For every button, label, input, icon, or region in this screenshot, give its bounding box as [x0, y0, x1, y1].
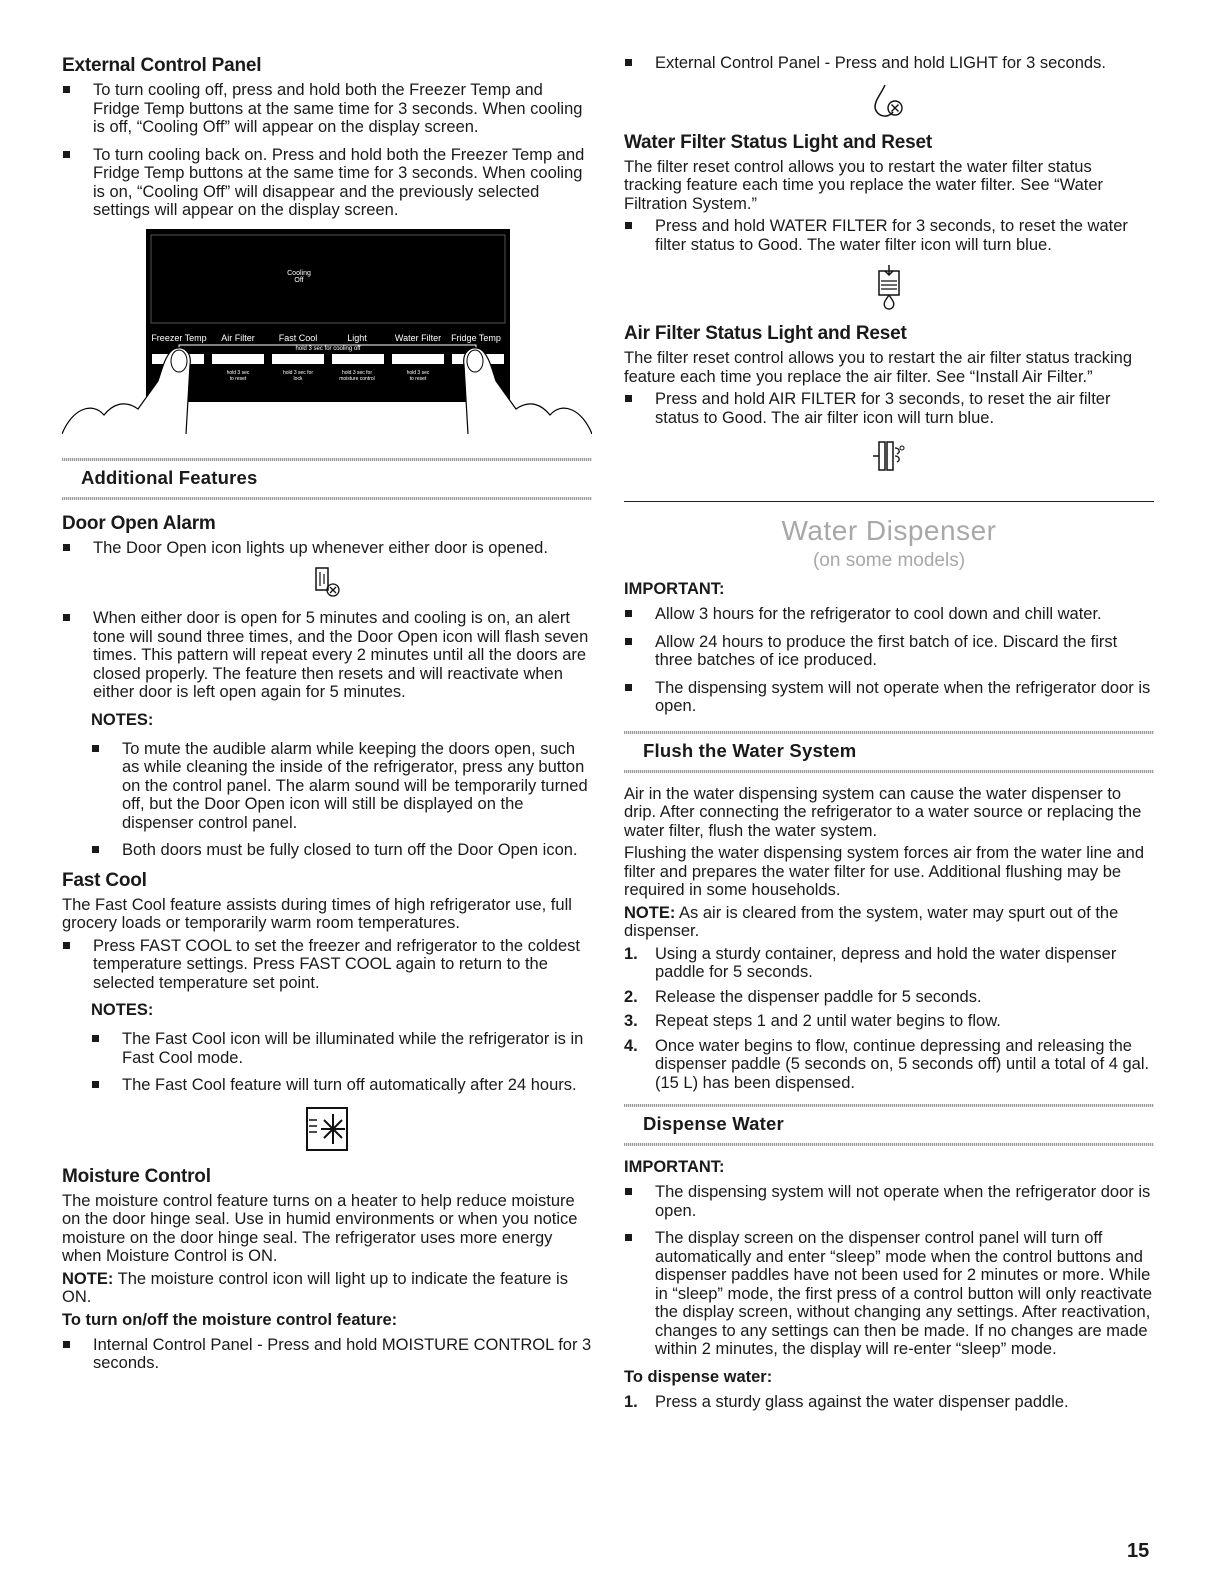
- water-dispenser-title: Water Dispenser: [781, 515, 997, 546]
- paragraph: Flushing the water dispensing system forces air from the water line and filter and prepares the water filter for use. Additional flushing may be required in some households.: [624, 844, 1144, 899]
- paragraph: The filter reset control allows you to restart the water filter status tracking feature each time you replace the water filter. See “Water Filtration System.”: [624, 157, 1104, 213]
- important-label: IMPORTANT:: [624, 1158, 725, 1176]
- cooling-off-bracket-note: hold 3 sec for cooling off: [295, 345, 361, 352]
- section-heading-door-open-alarm: Door Open Alarm: [62, 512, 216, 534]
- list-item: When either door is open for 5 minutes and cooling is on, an alert tone will sound three times, and the Door Open icon will flash seven times. This pattern will repeat every 2 minutes until all the doors are closed properly. The feature then resets and will reactivate when either door is left open again for 5 minutes.: [62, 609, 592, 702]
- note-label: NOTE:: [624, 903, 676, 922]
- list-item: To turn cooling off, press and hold both the Freezer Temp and Fridge Temp buttons at the same time for 3 seconds. When cooling is off, “Cooling Off” will appear on the display screen.: [62, 81, 592, 137]
- left-column: [62, 54, 592, 1382]
- svg-text:to reset: to reset: [229, 375, 247, 382]
- note-text: The moisture control icon will light up to indicate the feature is ON.: [62, 1269, 568, 1306]
- control-panel-illustration: [62, 229, 592, 444]
- list-item: To mute the audible alarm while keeping the doors open, such as while cleaning the inside of the refrigerator, press any button on the control panel. The alarm sound will be temporarily turned off, but the Door Open icon will still be displayed on the dispenser control panel.: [91, 740, 592, 833]
- section-heading-moisture-control: Moisture Control: [62, 1165, 211, 1187]
- band-dispense-water: [624, 1098, 1154, 1152]
- flush-steps: [624, 945, 1154, 1093]
- door-open-icon: [312, 566, 342, 598]
- display-cooling-text: Cooling: [287, 269, 311, 277]
- list-item: The dispensing system will not operate when the refrigerator door is open.: [624, 679, 1154, 716]
- list-item: External Control Panel - Press and hold LIGHT for 3 seconds.: [624, 54, 1154, 73]
- list-item: Press FAST COOL to set the freezer and refrigerator to the coldest temperature settings. Press FAST COOL again to return to the selected temperature set point.: [62, 937, 592, 993]
- svg-text:moisture control: moisture control: [339, 375, 375, 382]
- svg-text:hold 3 sec for: hold 3 sec for: [282, 369, 314, 376]
- band-flush-water-system: [624, 725, 1154, 779]
- water-filter-icon: [873, 263, 905, 311]
- section-heading-water-filter: Water Filter Status Light and Reset: [624, 131, 932, 153]
- list-item: Press and hold AIR FILTER for 3 seconds, to reset the air filter status to Good. The air filter icon will turn blue.: [624, 390, 1154, 427]
- list-item: 1. Using a sturdy container, depress and hold the water dispenser paddle for 5 seconds.: [624, 944, 1117, 981]
- band-title: Additional Features: [81, 466, 258, 488]
- list-item: The dispensing system will not operate when the refrigerator door is open.: [624, 1183, 1154, 1220]
- list-item: Both doors must be fully closed to turn off the Door Open icon.: [91, 841, 592, 860]
- list-item: 1. Press a sturdy glass against the water dispenser paddle.: [624, 1392, 1069, 1411]
- section-heading-external-control-panel: External Control Panel: [62, 55, 262, 76]
- svg-text:hold 3 sec for: hold 3 sec for: [341, 369, 373, 376]
- list-item: 3. Repeat steps 1 and 2 until water begins to flow.: [624, 1012, 1001, 1030]
- list-item: To turn cooling back on. Press and hold both the Freezer Temp and Fridge Temp buttons at the same time for 3 seconds. When cooling is on, “Cooling Off” will disappear and the previously selected settings will appear on the display screen.: [62, 146, 592, 220]
- note-label: NOTE:: [62, 1269, 114, 1288]
- button-label-fridge-temp: Fridge Temp: [451, 332, 501, 343]
- button-label-light: Light: [347, 332, 367, 343]
- button-label-fast-cool: Fast Cool: [278, 332, 318, 343]
- list-item: Allow 3 hours for the refrigerator to cool down and chill water.: [624, 605, 1154, 624]
- paragraph: The filter reset control allows you to restart the air filter status tracking feature each time you replace the air filter. See “Install Air Filter.”: [624, 349, 1133, 386]
- svg-text:hold 3 sec: hold 3 sec: [226, 369, 250, 376]
- list-item: The Fast Cool feature will turn off automatically after 24 hours.: [91, 1076, 592, 1095]
- list-item: Press and hold WATER FILTER for 3 seconds, to reset the water filter status to Good. The water filter icon will turn blue.: [624, 217, 1154, 254]
- button-label-air-filter: Air Filter: [221, 332, 255, 343]
- notes-label: NOTES:: [91, 1001, 154, 1019]
- paragraph: The Fast Cool feature assists during times of high refrigerator use, full grocery loads or temporarily warm room temperatures.: [62, 895, 572, 932]
- air-filter-icon: [869, 436, 909, 476]
- list-item: The Door Open icon lights up whenever either door is opened.: [62, 539, 592, 558]
- band-title: Dispense Water: [643, 1113, 784, 1134]
- list-item: 4. Once water begins to flow, continue depressing and releasing the dispenser paddle (5 seconds on, 5 seconds off) until a total of 4 gal. (15 L) has been dispensed.: [624, 1036, 1150, 1092]
- list-item: Allow 24 hours to produce the first batch of ice. Discard the first three batches of ice produced.: [624, 633, 1154, 670]
- divider: [624, 501, 1154, 502]
- band-additional-features: [62, 452, 592, 506]
- sub-heading: To dispense water:: [624, 1367, 773, 1386]
- right-column: [624, 54, 1154, 1417]
- fast-cool-icon: [303, 1104, 351, 1154]
- page-number: 15: [1127, 1540, 1150, 1562]
- display-off-text: Off: [294, 276, 304, 284]
- band-title: Flush the Water System: [643, 739, 857, 761]
- svg-text:to reset: to reset: [409, 375, 427, 382]
- sub-heading: To turn on/off the moisture control feature:: [62, 1310, 398, 1329]
- paragraph: The moisture control feature turns on a heater to help reduce moisture on the door hinge seal. Use in humid environments or when you notice moisture on the door hinge seal. The refrigerator uses more energy when Moisture Control is ON.: [62, 1191, 578, 1265]
- external-panel-list: [62, 81, 592, 220]
- button-label-freezer-temp: Freezer Temp: [151, 332, 207, 343]
- paragraph: Air in the water dispensing system can cause the water dispenser to drip. After connecting the refrigerator to a water source or replacing the water filter, flush the water system.: [624, 784, 1142, 840]
- svg-text:hold 3 sec: hold 3 sec: [406, 369, 430, 376]
- section-heading-air-filter: Air Filter Status Light and Reset: [624, 323, 907, 344]
- list-item: 2. Release the dispenser paddle for 5 seconds.: [624, 987, 982, 1006]
- list-item: Internal Control Panel - Press and hold MOISTURE CONTROL for 3 seconds.: [62, 1336, 592, 1373]
- list-item: The Fast Cool icon will be illuminated while the refrigerator is in Fast Cool mode.: [91, 1030, 592, 1067]
- water-dispenser-subtitle: (on some models): [812, 550, 966, 571]
- list-item: The display screen on the dispenser control panel will turn off automatically and enter “sleep” mode when the control buttons and dispenser paddles have not been used for 2 minutes or more. While in “sleep” mode, the first press of a control button will only reactivate the display screen, without changing any settings. After reactivation, changes to any settings can then be made. If no changes are made within 2 minutes, the display will re-enter “sleep” mode.: [624, 1229, 1154, 1359]
- water-drop-icon: [871, 82, 907, 120]
- note-text: As air is cleared from the system, water may spurt out of the dispenser.: [624, 903, 1119, 940]
- section-heading-fast-cool: Fast Cool: [62, 869, 147, 891]
- notes-label: NOTES:: [91, 710, 154, 729]
- button-label-water-filter: Water Filter: [394, 332, 442, 343]
- svg-text:lock: lock: [293, 375, 303, 382]
- important-label: IMPORTANT:: [624, 580, 725, 598]
